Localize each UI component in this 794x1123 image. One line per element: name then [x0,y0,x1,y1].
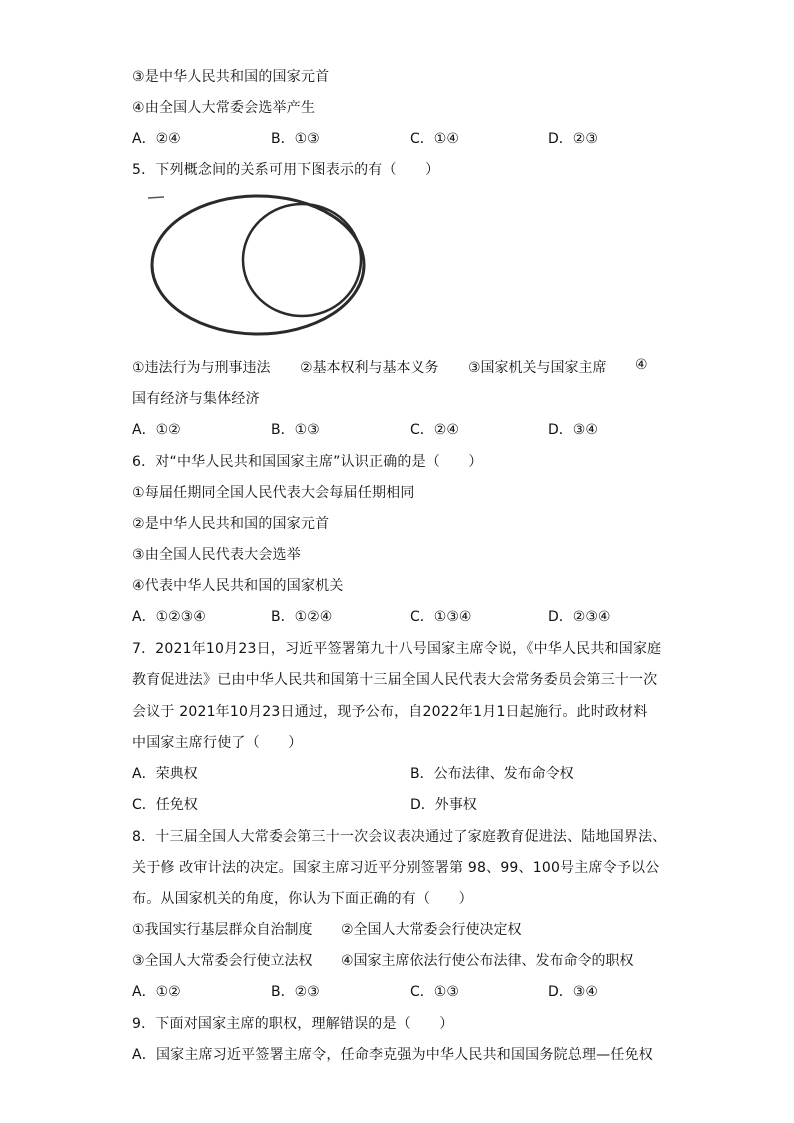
q5-item-1: ①违法行为与刑事违法 [132,360,271,376]
q6-stem: 6．对“中华人民共和国国家主席”认识正确的是（ ） [132,454,483,470]
q6-option-c: C．①③④ [410,609,472,625]
inner-circle [243,204,361,316]
q4-option-b: B．①③ [271,131,320,147]
q5-item-4-marker: ④ [635,357,648,373]
diagram-mark [148,197,164,198]
q8-option-d: D．③④ [548,984,598,1000]
q8-stem-line-3: 布。从国家机关的角度，你认为下面正确的有（ ） [132,891,473,907]
q7-stem-line-3: 会议于 2021年10月23日通过，现予公布，自2022年1月1日起施行。此时政材料 [132,704,648,720]
q5-option-d: D．③④ [548,422,598,438]
q6-option-a: A．①②③④ [132,609,206,625]
q8-item-4: ④国家主席依法行使公布法律、发布命令的职权 [341,953,634,969]
q7-option-d: D．外事权 [410,797,477,813]
q4-options [132,128,692,148]
q8-stem-line-1: 8．十三届全国人大常委会第三十一次会议表决通过了家庭教育促进法、陆地国界法、 [132,829,667,845]
q8-option-c: C．①③ [410,984,459,1000]
q8-options [132,981,692,1001]
q4-item-3: ③是中华人民共和国的国家元首 [132,69,330,85]
q6-item-1: ①每届任期同全国人民代表大会每届任期相同 [132,485,415,501]
q9-option-a: A．国家主席习近平签署主席令，任命李克强为中华人民共和国国务院总理—任免权 [132,1047,653,1063]
q8-items-line2 [132,950,692,970]
q7-stem-line-1: 7．2021年10月23日，习近平签署第九十八号国家主席令说，《中华人民共和国家庭 [132,641,662,657]
q7-stem-line-2: 教育促进法》已由中华人民共和国第十三届全国人民代表大会常务委员会第三十一次 [132,672,658,688]
q7-option-c: C．任免权 [132,797,198,813]
q5-item-4-text: 国有经济与集体经济 [132,391,260,407]
q7-option-a: A．荣典权 [132,766,198,782]
q6-item-3: ③由全国人民代表大会选举 [132,547,301,563]
q7-options-row-2 [132,794,692,814]
q4-item-4: ④由全国人大常委会选举产生 [132,100,316,116]
q5-options [132,419,692,439]
q7-option-b: B．公布法律、发布命令权 [410,766,574,782]
q5-stem: 5．下列概念间的关系可用下图表示的有（ ） [132,162,440,178]
q6-option-b: B．①②④ [271,609,333,625]
q5-items-line1 [132,357,692,377]
q5-option-a: A．①② [132,422,181,438]
q4-option-d: D．②③ [548,131,598,147]
q5-option-b: B．①③ [271,422,320,438]
q8-item-3: ③全国人大常委会行使立法权 [132,953,313,969]
q6-item-2: ②是中华人民共和国的国家元首 [132,516,330,532]
q5-item-2: ②基本权利与基本义务 [300,360,439,376]
q5-option-c: C．②④ [410,422,459,438]
q8-option-b: B．②③ [271,984,320,1000]
q6-item-4: ④代表中华人民共和国的国家机关 [132,578,344,594]
q8-stem-line-2: 关于修 改审计法的决定。国家主席习近平分别签署第 98、99、100号主席令予以公 [132,860,660,876]
q4-option-a: A．②④ [132,131,181,147]
q8-item-1: ①我国实行基层群众自治制度 [132,922,313,938]
q7-stem-line-4: 中国家主席行使了（ ） [132,735,303,751]
q6-option-d: D．②③④ [548,609,611,625]
outer-ellipse [152,196,364,334]
q8-items-line1 [132,919,692,939]
q8-item-2: ②全国人大常委会行使决定权 [341,922,522,938]
q8-option-a: A．①② [132,984,181,1000]
q9-stem: 9．下面对国家主席的职权，理解错误的是（ ） [132,1016,454,1032]
venn-diagram [142,190,382,340]
q7-options-row-1 [132,763,692,783]
q4-option-c: C．①④ [410,131,459,147]
q5-item-3: ③国家机关与国家主席 [468,360,607,376]
q6-options [132,606,692,626]
